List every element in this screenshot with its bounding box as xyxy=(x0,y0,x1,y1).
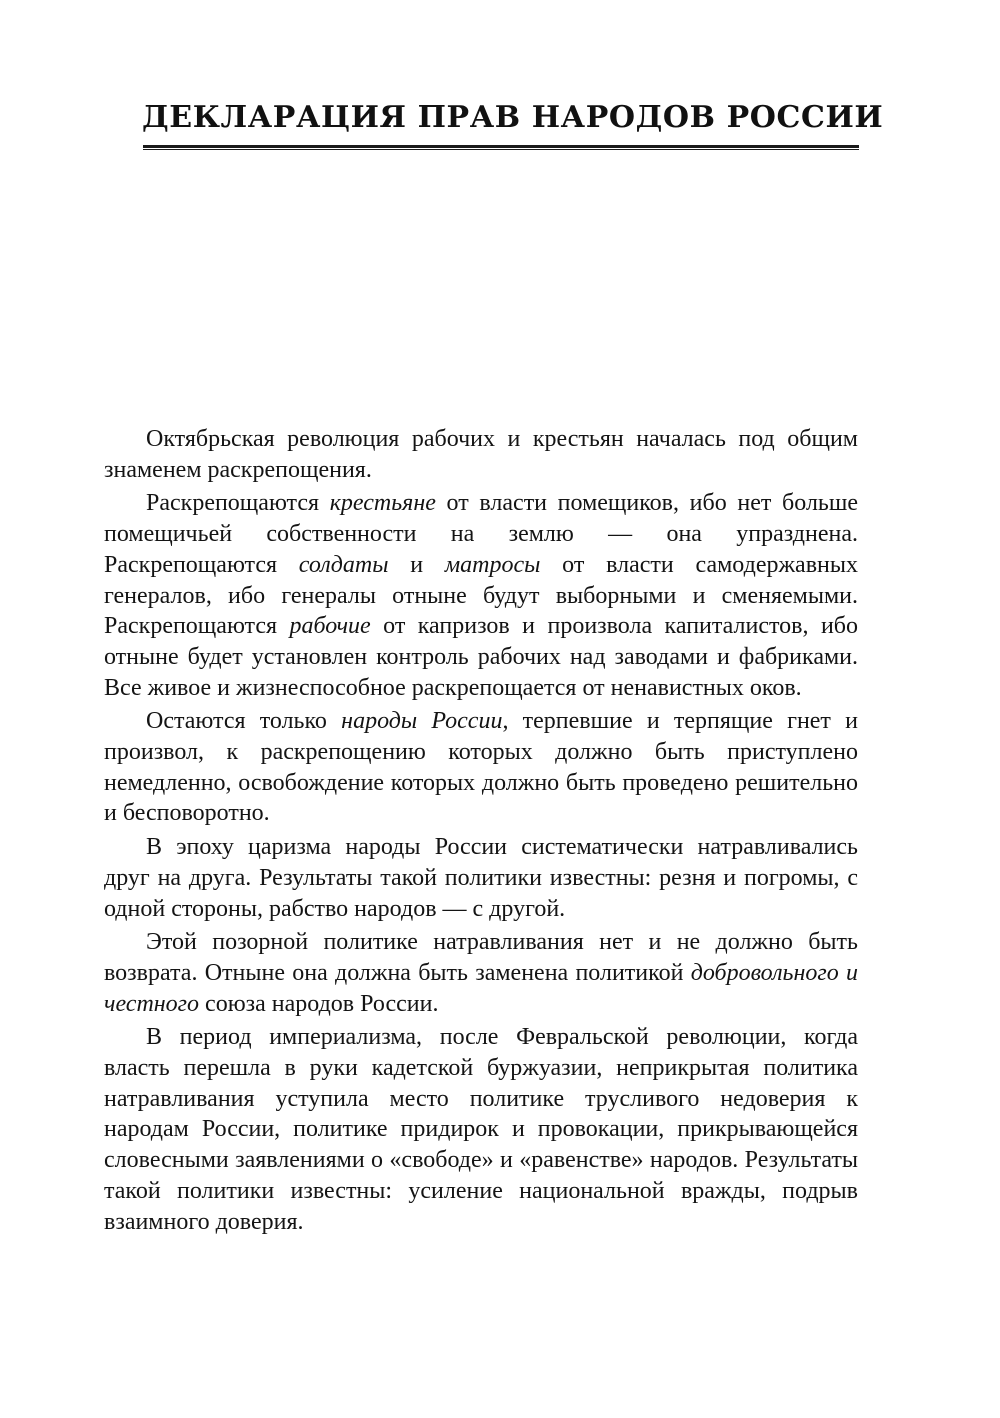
text-run: Этой позорной политике натравливания нет и не должно быть возврата. Отныне она должна быть заменена политикой xyxy=(104,929,858,986)
text-run: союза народов России. xyxy=(199,990,439,1017)
paragraph xyxy=(104,706,858,829)
text-run: от капризов и произвола капиталистов, ибо отныне будет установлен контроль рабочих над заводами и фабриками. Все живое и жизнеспособное раскрепощается от ненавистных оков. xyxy=(104,613,858,701)
text-run: Октябрьская революция рабочих и крестьян началась под общим знаменем раскрепощения. xyxy=(104,426,858,483)
text-run: , терпевшие и терпящие гнет и произвол, к раскрепощению которых должно быть приступлено немедленно, освобождение которых должно быть проведено решительно и бесповоротно. xyxy=(104,708,858,827)
emphasis-text: крестьяне xyxy=(329,490,436,517)
emphasis-text: рабочие xyxy=(289,613,371,640)
text-run: Раскрепощаются xyxy=(146,490,330,517)
page-title: ДЕКЛАРАЦИЯ ПРАВ НАРОДОВ РОССИИ xyxy=(142,100,884,135)
text-run: и xyxy=(388,551,445,578)
text-run: В эпоху царизма народы России систематически натравливались друг на друга. Результаты такой политики известны: резня и погромы, с одной стороны, рабство народов — с другой. xyxy=(104,834,858,922)
paragraph xyxy=(104,424,858,485)
paragraph xyxy=(104,927,858,1019)
paragraph xyxy=(104,1022,858,1237)
emphasis-text: матросы xyxy=(444,551,541,578)
emphasis-text: солдаты xyxy=(298,551,389,578)
text-run: от власти самодержавных генералов, ибо генералы отныне будут выборными и сменяемыми. Раскрепощаются xyxy=(104,551,859,640)
paragraph xyxy=(104,832,858,924)
title-rule xyxy=(143,145,859,150)
text-run: от власти помещиков, ибо нет больше помещичьей собственности на землю — она упразднена. Раскрепощаются xyxy=(104,490,858,578)
text-run: В период империализма, после Февральской революции, когда власть перешла в руки кадетской буржуазии, неприкрытая политика натравливания уступила место политике трусливого недоверия к народам России, политике придирок и провокации, прикрывающейся словесными заявлениями о «свободе» и «равенстве» народов. Результаты такой политики известны: усиление национальной вражды, подрыв взаимного доверия. xyxy=(104,1024,858,1235)
paragraph xyxy=(104,488,858,703)
text-run: Остаются только xyxy=(146,708,342,735)
emphasis-text: добровольного и честного xyxy=(104,959,858,1017)
emphasis-text: народы России xyxy=(341,708,503,735)
document-body xyxy=(104,424,858,1237)
